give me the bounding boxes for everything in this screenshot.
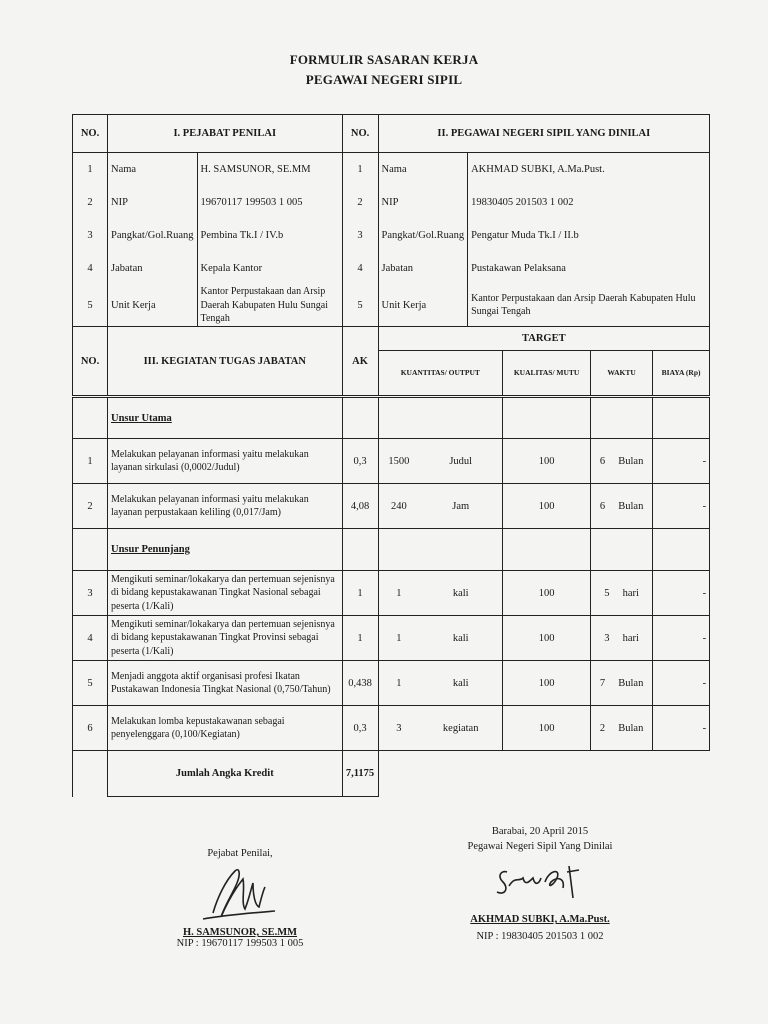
empty-cell — [342, 529, 378, 571]
activity-description: Mengikuti seminar/lokakarya dan pertemuan sejenisnya di bidang kepustakawanan Tingkat Nasional sebagai peserta (1/Kali) — [108, 571, 343, 616]
field-value: Kepala Kantor — [197, 252, 342, 285]
time-unit: hari — [622, 632, 639, 644]
field-value: AKHMAD SUBKI, A.Ma.Pust. — [468, 153, 710, 186]
field-value: Pustakawan Pelaksana — [468, 252, 710, 285]
signature-block-employee — [440, 826, 640, 942]
empty-cell — [653, 529, 710, 571]
identity-row — [73, 219, 710, 252]
activity-quantity: 1 — [378, 616, 419, 661]
activity-unit: kegiatan — [419, 706, 502, 751]
field-value: 19670117 199503 1 005 — [197, 186, 342, 219]
activity-description: Melakukan pelayanan informasi yaitu melakukan layanan perpustakaan keliling (0,017/Jam) — [108, 484, 343, 529]
activity-description: Melakukan pelayanan informasi yaitu melakukan layanan sirkulasi (0,0002/Judul) — [108, 439, 343, 484]
activity-number: 5 — [73, 661, 108, 706]
activity-unit: kali — [419, 661, 502, 706]
nip-label: NIP : — [176, 938, 199, 949]
row-number: 2 — [342, 186, 378, 219]
empty-cell — [378, 751, 710, 797]
activity-ak: 0,3 — [342, 439, 378, 484]
activity-row — [73, 706, 710, 751]
activity-time — [591, 706, 653, 751]
field-label: Nama — [378, 153, 468, 186]
field-label: Unit Kerja — [108, 285, 198, 327]
section-row — [73, 397, 710, 439]
activity-time — [591, 439, 653, 484]
activity-quantity: 3 — [378, 706, 419, 751]
time-unit: Bulan — [618, 500, 644, 512]
row-number: 4 — [73, 252, 108, 285]
activity-row — [73, 439, 710, 484]
activity-row — [73, 616, 710, 661]
time-value: 2 — [599, 722, 606, 734]
activity-ak: 0,438 — [342, 661, 378, 706]
field-label: Unit Kerja — [378, 285, 468, 327]
field-value: 19830405 201503 1 002 — [468, 186, 710, 219]
ak-header: AK — [342, 327, 378, 397]
identity-row — [73, 153, 710, 186]
activity-quantity: 1 — [378, 661, 419, 706]
nip-value: 19670117 199503 1 005 — [201, 938, 304, 949]
empty-cell — [503, 529, 591, 571]
field-value: Kantor Perpustakaan dan Arsip Daerah Kabupaten Hulu Sungai Tengah — [468, 285, 710, 327]
time-value: 3 — [604, 632, 610, 644]
activity-row — [73, 484, 710, 529]
activity-time — [591, 616, 653, 661]
time-value: 5 — [604, 587, 610, 599]
time-value: 6 — [599, 500, 606, 512]
activity-quantity: 1500 — [378, 439, 419, 484]
activity-description: Menjadi anggota aktif organisasi profesi Ikatan Pustakawan Indonesia Tingkat Nasional (0,750/Tahun) — [108, 661, 343, 706]
identity-row — [73, 285, 710, 327]
row-number: 3 — [342, 219, 378, 252]
row-number: 5 — [342, 285, 378, 327]
activity-ak: 0,3 — [342, 706, 378, 751]
assessor-role: Pejabat Penilai, — [207, 848, 273, 859]
activity-description: Melakukan lomba kepustakawanan sebagai penyelenggara (0,100/Kegiatan) — [108, 706, 343, 751]
empty-cell — [342, 397, 378, 439]
activity-time — [591, 571, 653, 616]
time-value: 6 — [599, 455, 606, 467]
empty-cell — [378, 529, 503, 571]
activity-cost: - — [653, 616, 710, 661]
activity-ak: 1 — [342, 571, 378, 616]
time-value: 7 — [599, 677, 606, 689]
activity-cost: - — [653, 706, 710, 751]
activity-cost: - — [653, 439, 710, 484]
no-header: NO. — [73, 115, 108, 153]
skp-form-table — [72, 114, 710, 797]
field-value: Kantor Perpustakaan dan Arsip Daerah Kabupaten Hulu Sungai Tengah — [197, 285, 342, 327]
field-label: NIP — [378, 186, 468, 219]
document-title-line1: FORMULIR SASARAN KERJA — [289, 52, 479, 67]
section-utama: Unsur Utama — [108, 397, 343, 439]
employee-signature-image — [485, 852, 595, 914]
total-row — [73, 751, 710, 797]
activity-quality: 100 — [503, 616, 591, 661]
activity-no-header: NO. — [73, 327, 108, 397]
employee-name: AKHMAD SUBKI, A.Ma.Pust. — [470, 914, 610, 925]
field-label: Pangkat/Gol.Ruang — [378, 219, 468, 252]
field-value: Pembina Tk.I / IV.b — [197, 219, 342, 252]
section-row — [73, 529, 710, 571]
activity-unit: kali — [419, 571, 502, 616]
activity-quality: 100 — [503, 706, 591, 751]
employee-role: Pegawai Negeri Sipil Yang Dinilai — [467, 841, 613, 852]
signature-block-assessor — [150, 848, 330, 949]
activity-number: 6 — [73, 706, 108, 751]
field-label: Nama — [108, 153, 198, 186]
activity-time — [591, 661, 653, 706]
activity-ak: 1 — [342, 616, 378, 661]
assessor-name: H. SAMSUNOR, SE.MM — [182, 927, 298, 938]
identity-header-row — [73, 115, 710, 153]
time-unit: Bulan — [618, 722, 644, 734]
empty-cell — [503, 397, 591, 439]
time-unit: Bulan — [618, 677, 644, 689]
pejabat-penilai-header: I. PEJABAT PENILAI — [108, 115, 343, 153]
assessor-signature-image — [195, 859, 285, 927]
kualitas-header: KUALITAS/ MUTU — [503, 351, 591, 397]
activity-unit: kali — [419, 616, 502, 661]
activity-row — [73, 571, 710, 616]
kuantitas-header: KUANTITAS/ OUTPUT — [378, 351, 503, 397]
total-label: Jumlah Angka Kredit — [108, 751, 343, 797]
empty-cell — [378, 397, 503, 439]
target-header: TARGET — [378, 327, 710, 351]
row-number: 3 — [73, 219, 108, 252]
document-title-line2: PEGAWAI NEGERI SIPIL — [305, 72, 463, 87]
activity-quality: 100 — [503, 484, 591, 529]
activity-unit: Judul — [419, 439, 502, 484]
activity-cost: - — [653, 484, 710, 529]
empty-cell — [591, 397, 653, 439]
activity-quantity: 240 — [378, 484, 419, 529]
field-label: Jabatan — [378, 252, 468, 285]
empty-cell — [73, 751, 108, 797]
activity-number: 4 — [73, 616, 108, 661]
field-value: Pengatur Muda Tk.I / II.b — [468, 219, 710, 252]
activity-quality: 100 — [503, 439, 591, 484]
field-label: Jabatan — [108, 252, 198, 285]
identity-row — [73, 186, 710, 219]
activity-cost: - — [653, 661, 710, 706]
activity-quantity: 1 — [378, 571, 419, 616]
employee-nip — [440, 931, 640, 942]
row-number: 1 — [73, 153, 108, 186]
activity-number: 3 — [73, 571, 108, 616]
activity-description: Mengikuti seminar/lokakarya dan pertemuan sejenisnya di bidang kepustakawanan Tingkat Provinsi sebagai peserta (1/Kali) — [108, 616, 343, 661]
empty-cell — [591, 529, 653, 571]
assessor-nip — [150, 938, 330, 949]
activity-header-row — [73, 327, 710, 351]
total-value: 7,1175 — [342, 751, 378, 797]
activity-number: 2 — [73, 484, 108, 529]
empty-cell — [653, 397, 710, 439]
field-label: Pangkat/Gol.Ruang — [108, 219, 198, 252]
row-number: 4 — [342, 252, 378, 285]
activity-time — [591, 484, 653, 529]
activity-number: 1 — [73, 439, 108, 484]
no2-header: NO. — [342, 115, 378, 153]
row-number: 1 — [342, 153, 378, 186]
row-number: 5 — [73, 285, 108, 327]
identity-row — [73, 252, 710, 285]
section-penunjang: Unsur Penunjang — [108, 529, 343, 571]
place-date: Barabai, 20 April 2015 — [491, 826, 589, 837]
field-label: NIP — [108, 186, 198, 219]
activity-ak: 4,08 — [342, 484, 378, 529]
field-value: H. SAMSUNOR, SE.MM — [197, 153, 342, 186]
time-unit: hari — [622, 587, 639, 599]
row-number: 2 — [73, 186, 108, 219]
activity-unit: Jam — [419, 484, 502, 529]
empty-cell — [73, 529, 108, 571]
kegiatan-header: III. KEGIATAN TUGAS JABATAN — [108, 327, 343, 397]
activity-quality: 100 — [503, 661, 591, 706]
activity-row — [73, 661, 710, 706]
activity-quality: 100 — [503, 571, 591, 616]
empty-cell — [73, 397, 108, 439]
waktu-header: WAKTU — [591, 351, 653, 397]
nip-label: NIP : — [476, 931, 499, 942]
pegawai-dinilai-header: II. PEGAWAI NEGERI SIPIL YANG DINILAI — [378, 115, 710, 153]
activity-cost: - — [653, 571, 710, 616]
nip-value: 19830405 201503 1 002 — [501, 931, 604, 942]
time-unit: Bulan — [618, 455, 644, 467]
biaya-header: BIAYA (Rp) — [653, 351, 710, 397]
